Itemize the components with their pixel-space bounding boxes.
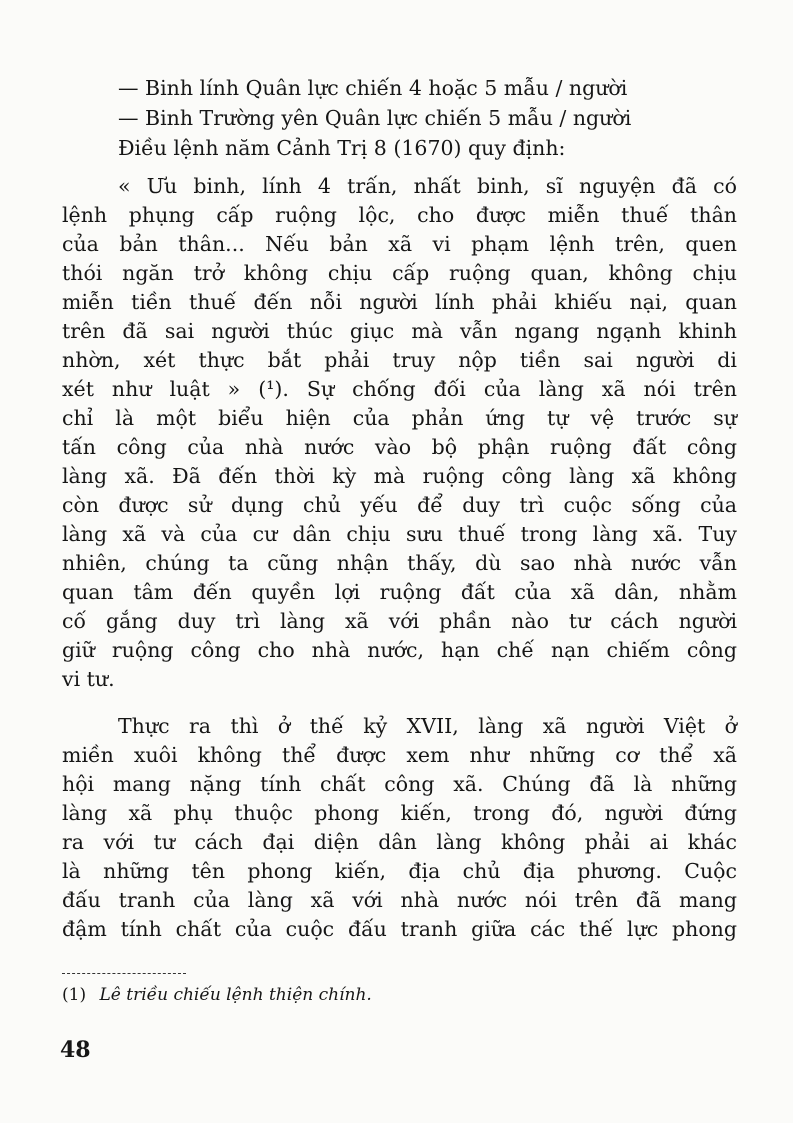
text-line: làng xã và của cư dân chịu sưu thuế trong làng xã. Tuy (62, 522, 737, 546)
text-line: là những tên phong kiến, địa chủ địa phương. Cuộc (62, 859, 737, 883)
text-line: lệnh phụng cấp ruộng lộc, cho được miễn thuế thân (62, 203, 737, 227)
text-line: — Binh Trường yên Quân lực chiến 5 mẫu / người (118, 106, 632, 130)
footnote-number: (1) (62, 985, 87, 1005)
text-line: miễn tiền thuế đến nỗi người lính phải khiếu nại, quan (62, 290, 737, 314)
text-line: miền xuôi không thể được xem như những cơ thể xã (62, 743, 737, 767)
text-line: « Ưu binh, lính 4 trấn, nhất binh, sĩ nguyện đã có (118, 174, 737, 198)
footnote (62, 985, 372, 1005)
text-line: xét như luật » (¹). Sự chống đối của làng xã nói trên (62, 377, 737, 401)
text-line: làng xã phụ thuộc phong kiến, trong đó, người đứng (62, 801, 737, 825)
text-line: ra với tư cách đại diện dân làng không phải ai khác (62, 830, 737, 854)
text-line: tấn công của nhà nước vào bộ phận ruộng đất công (62, 435, 737, 459)
footnote-divider (62, 973, 186, 974)
text-line: Điều lệnh năm Cảnh Trị 8 (1670) quy định: (118, 136, 566, 160)
text-line: hội mang nặng tính chất công xã. Chúng đã là những (62, 772, 737, 796)
page-number: 48 (60, 1037, 91, 1063)
text-line: — Binh lính Quân lực chiến 4 hoặc 5 mẫu / người (118, 76, 628, 100)
text-line: Thực ra thì ở thế kỷ XVII, làng xã người Việt ở (118, 714, 737, 738)
text-line: của bản thân... Nếu bản xã vi phạm lệnh trên, quen (62, 232, 737, 256)
text-line: đậm tính chất của cuộc đấu tranh giữa các thế lực phong (62, 917, 737, 941)
text-line: chỉ là một biểu hiện của phản ứng tự vệ trước sự (62, 406, 737, 430)
text-line: vi tư. (62, 667, 115, 691)
text-line: đấu tranh của làng xã với nhà nước nói trên đã mang (62, 888, 737, 912)
text-line: thói ngăn trở không chịu cấp ruộng quan, không chịu (62, 261, 737, 285)
text-line: nhờn, xét thực bắt phải truy nộp tiền sai người di (62, 348, 737, 372)
footnote-text: Lê triều chiếu lệnh thiện chính. (99, 985, 372, 1005)
text-line: trên đã sai người thúc giục mà vẫn ngang ngạnh khinh (62, 319, 737, 343)
text-line: còn được sử dụng chủ yếu để duy trì cuộc sống của (62, 493, 737, 517)
text-line: quan tâm đến quyền lợi ruộng đất của xã dân, nhằm (62, 580, 737, 604)
text-line: giữ ruộng công cho nhà nước, hạn chế nạn chiếm công (62, 638, 737, 662)
text-line: cố gắng duy trì làng xã với phần nào tư cách người (62, 609, 737, 633)
text-line: nhiên, chúng ta cũng nhận thấy, dù sao nhà nước vẫn (62, 551, 737, 575)
text-line: làng xã. Đã đến thời kỳ mà ruộng công làng xã không (62, 464, 737, 488)
